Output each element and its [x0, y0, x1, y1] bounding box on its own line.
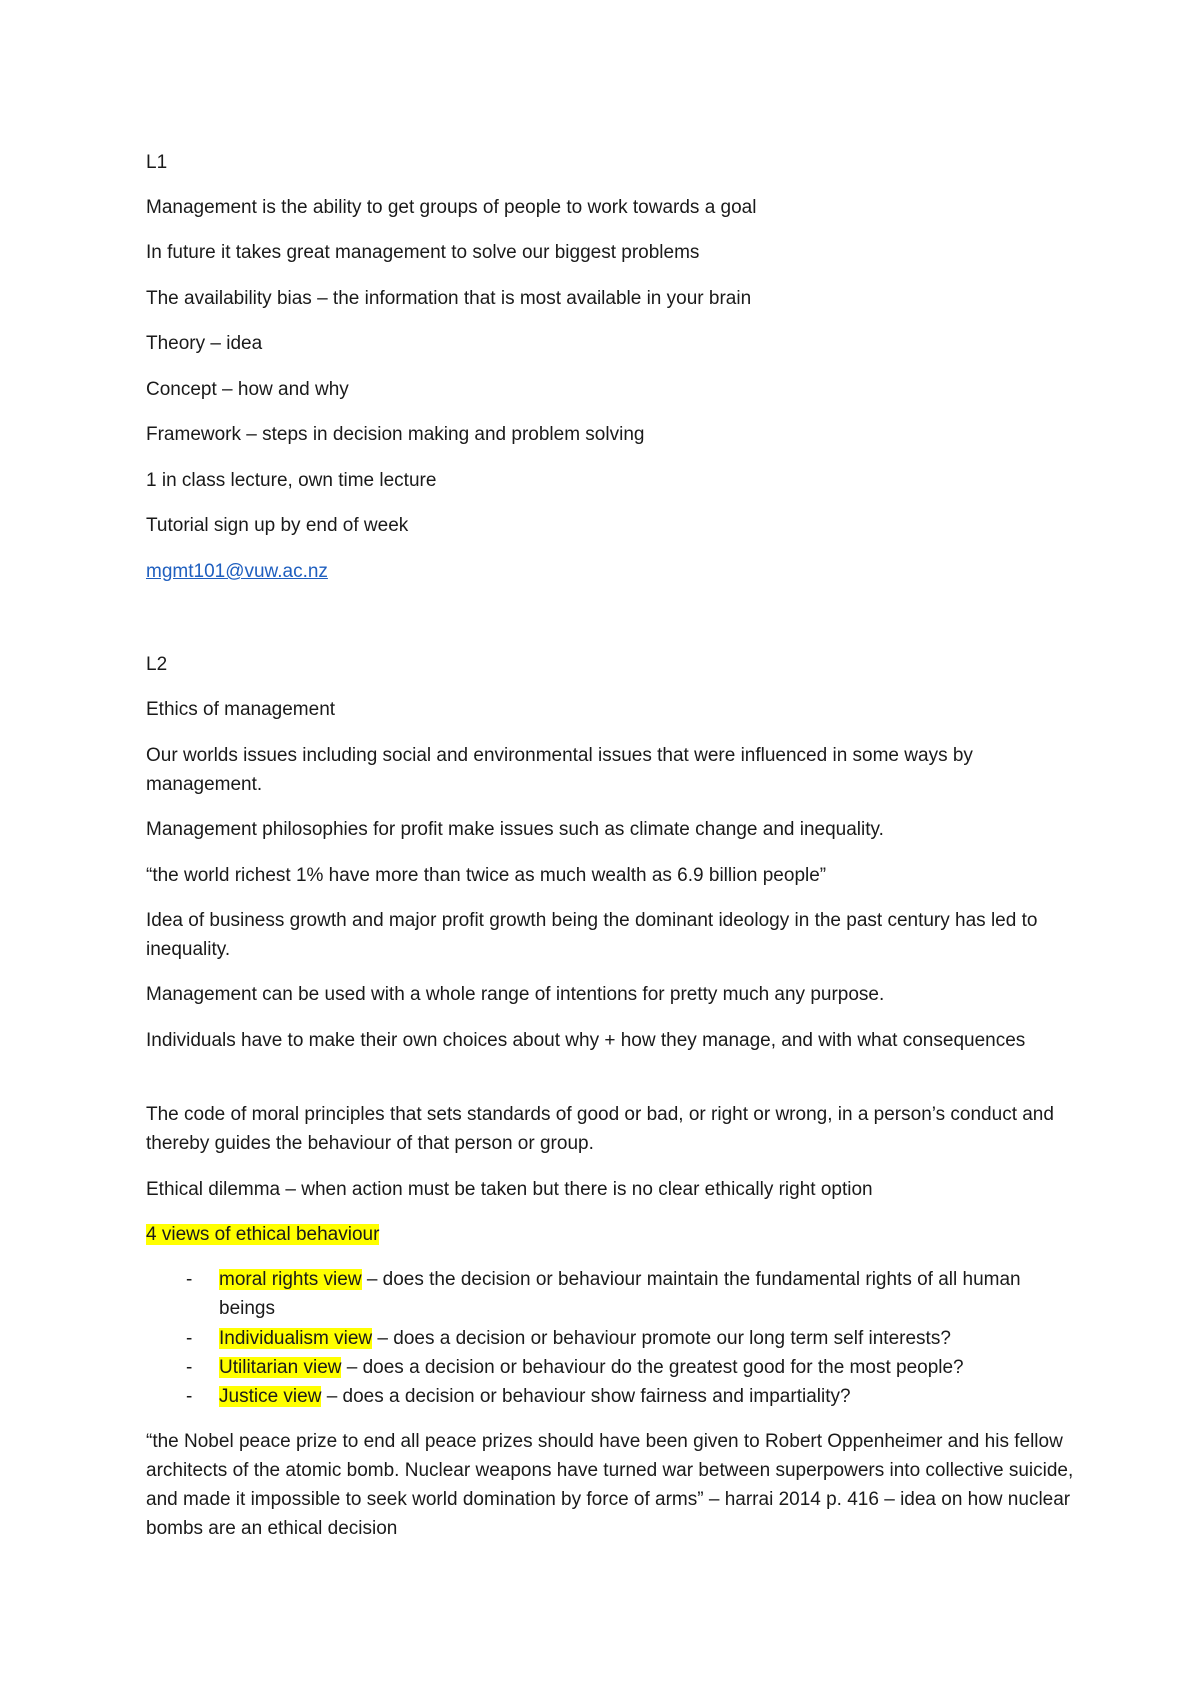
l2-line-1: Ethics of management	[146, 699, 336, 720]
views-heading: 4 views of ethical behaviour	[146, 1224, 380, 1245]
l1-line-4: Theory – idea	[146, 333, 263, 354]
l1-line-5: Concept – how and why	[146, 379, 349, 400]
l1-line-7: 1 in class lecture, own time lecture	[146, 470, 437, 491]
list-item-text	[219, 1265, 1069, 1323]
l1-line-6: Framework – steps in decision making and problem solving	[146, 424, 645, 445]
l2-line-7: Individuals have to make their own choices about why + how they manage, and with what consequences	[146, 1030, 1026, 1051]
list-dash: -	[186, 1269, 193, 1290]
view-desc: – does a decision or behaviour do the greatest good for the most people?	[341, 1357, 964, 1378]
view-term: Utilitarian view	[219, 1357, 342, 1378]
l2-line-4: “the world richest 1% have more than twice as much wealth as 6.9 billion people”	[146, 865, 827, 886]
l2-line-5: Idea of business growth and major profit growth being the dominant ideology in the past century has led to inequality.	[146, 910, 1038, 960]
l2-line-2: Our worlds issues including social and environmental issues that were influenced in some ways by management.	[146, 745, 973, 795]
view-term: Justice view	[219, 1386, 322, 1407]
list-dash: -	[186, 1328, 193, 1349]
l2-line-6: Management can be used with a whole range of intentions for pretty much any purpose.	[146, 984, 885, 1005]
view-term: Individualism view	[219, 1328, 373, 1349]
section-heading-l2: L2	[146, 654, 168, 675]
list-item-text	[219, 1324, 1069, 1353]
l2-line-8: The code of moral principles that sets standards of good or bad, or right or wrong, in a person’s conduct and thereby guides the behaviour of that person or group.	[146, 1104, 1054, 1154]
l2-line-3: Management philosophies for profit make issues such as climate change and inequality.	[146, 819, 884, 840]
view-desc: – does a decision or behaviour promote our long term self interests?	[372, 1328, 951, 1349]
l1-line-1: Management is the ability to get groups of people to work towards a goal	[146, 197, 757, 218]
list-item-text	[219, 1382, 1069, 1411]
harari-quote: “the Nobel peace prize to end all peace prizes should have been given to Robert Oppenheimer and his fellow architects of the atomic bomb. Nuclear weapons have turned war between superpowers into collective suicide, and made it impossible to seek world domination by force of arms” – harrai 2014 p. 416 – idea on how nuclear bombs are an ethical decision	[146, 1431, 1074, 1539]
section-heading-l1: L1	[146, 152, 168, 173]
view-desc: – does the decision or behaviour maintain the fundamental rights of all human beings	[219, 1269, 1021, 1319]
views-heading-line	[146, 1220, 1076, 1249]
list-dash: -	[186, 1386, 193, 1407]
list-dash: -	[186, 1357, 193, 1378]
email-link[interactable]: mgmt101@vuw.ac.nz	[146, 561, 328, 582]
view-desc: – does a decision or behaviour show fairness and impartiality?	[321, 1386, 851, 1407]
list-item-text	[219, 1353, 1069, 1382]
l1-line-2: In future it takes great management to solve our biggest problems	[146, 242, 700, 263]
l2-line-9: Ethical dilemma – when action must be taken but there is no clear ethically right option	[146, 1179, 873, 1200]
l1-line-3: The availability bias – the information that is most available in your brain	[146, 288, 752, 309]
view-term: moral rights view	[219, 1269, 362, 1290]
l1-line-8: Tutorial sign up by end of week	[146, 515, 409, 536]
email-line	[146, 557, 1076, 586]
